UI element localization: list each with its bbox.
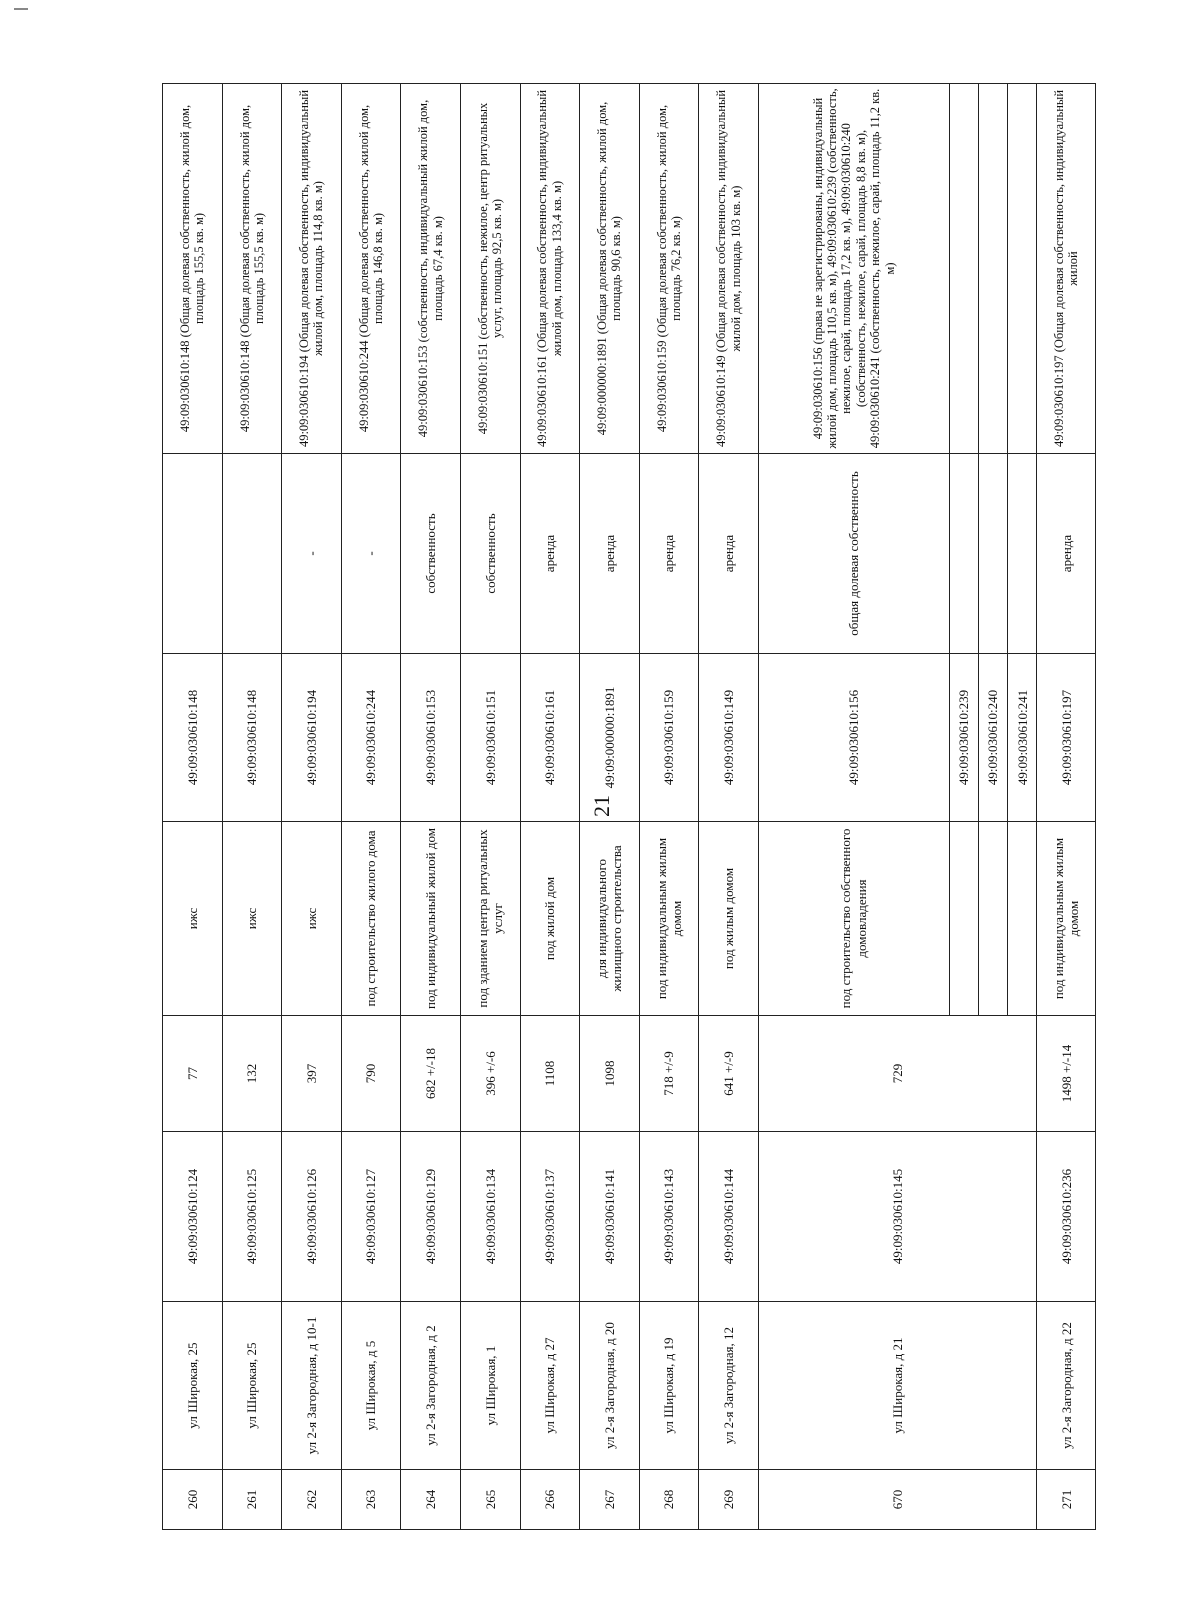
object-cadastral-cell: 49:09:030610:197 [1037,654,1096,822]
address-cell: ул Широкая, д 27 [520,1302,580,1470]
scan-mark [14,8,28,10]
sub-object-cadastral-cell: 49:09:030610:241 [1008,654,1037,822]
cadastral-number-cell: 49:09:030610:143 [639,1132,699,1302]
right-type-cell: аренда [639,454,699,654]
cadastral-number-cell: 49:09:030610:134 [460,1132,520,1302]
right-type-cell: аренда [699,454,759,654]
permitted-use-cell: под зданием центра ритуальных услуг [460,822,520,1016]
area-cell: 790 [341,1016,401,1132]
row-number: 266 [520,1470,580,1530]
address-cell: ул Широкая, 25 [163,1302,223,1470]
cadastral-number-cell: 49:09:030610:141 [580,1132,640,1302]
right-type-cell-empty [949,454,978,654]
row-number: 271 [1037,1470,1096,1530]
object-description-cell: 49:09:000000:1891 (Общая долевая собственность, жилой дом, площадь 90,6 кв. м) [580,84,640,454]
object-description-cell: 49:09:030610:194 (Общая долевая собственность, индивидуальный жилой дом, площадь 114,8 кв. м) [282,84,342,454]
address-cell: ул Широкая, д 19 [639,1302,699,1470]
object-description-cell: 49:09:030610:244 (Общая долевая собственность, жилой дом, площадь 146,8 кв. м) [341,84,401,454]
right-type-cell: собственность [460,454,520,654]
object-description-cell: 49:09:030610:197 (Общая долевая собственность, индивидуальный жилой [1037,84,1096,454]
table-row [639,84,699,1530]
table-row [699,84,759,1530]
table-row [222,84,282,1530]
rotated-table-wrapper [162,84,1096,1530]
table-row [341,84,401,1530]
address-cell: ул 2-я Загородная, 12 [699,1302,759,1470]
table-row [401,84,461,1530]
area-cell: 682 +/-18 [401,1016,461,1132]
row-number: 265 [460,1470,520,1530]
object-cadastral-cell: 49:09:030610:156 [758,654,949,822]
object-cadastral-cell: 49:09:030610:151 [460,654,520,822]
right-type-cell [222,454,282,654]
row-number: 269 [699,1470,759,1530]
area-cell: 729 [758,1016,1036,1132]
area-cell: 132 [222,1016,282,1132]
cadastral-number-cell: 49:09:030610:125 [222,1132,282,1302]
land-plots-table [162,83,1096,1530]
table-row [520,84,580,1530]
row-number: 261 [222,1470,282,1530]
right-type-cell: собственность [401,454,461,654]
object-description-cell: 49:09:030610:148 (Общая долевая собственность, жилой дом, площадь 155,5 кв. м) [163,84,223,454]
object-description-cell-empty [978,84,1007,454]
cadastral-number-cell: 49:09:030610:129 [401,1132,461,1302]
address-cell: ул Широкая, 1 [460,1302,520,1470]
object-description-cell-empty [1008,84,1037,454]
table-row [580,84,640,1530]
cadastral-number-cell: 49:09:030610:145 [758,1132,1036,1302]
object-description-cell: 49:09:030610:153 (собственность, индивидуальный жилой дом, площадь 67,4 кв. м) [401,84,461,454]
right-type-cell-empty [1008,454,1037,654]
document-sheet [162,84,1096,1530]
permitted-use-cell-empty [949,822,978,1016]
row-number: 267 [580,1470,640,1530]
row-number: 260 [163,1470,223,1530]
area-cell: 1108 [520,1016,580,1132]
object-cadastral-cell: 49:09:030610:244 [341,654,401,822]
object-cadastral-cell: 49:09:030610:148 [222,654,282,822]
area-cell: 718 +/-9 [639,1016,699,1132]
permitted-use-cell-empty [978,822,1007,1016]
area-cell: 1498 +/-14 [1037,1016,1096,1132]
address-cell: ул Широкая, д 21 [758,1302,1036,1470]
right-type-cell: аренда [1037,454,1096,654]
row-number: 268 [639,1470,699,1530]
table-row [1037,84,1096,1530]
area-cell: 641 +/-9 [699,1016,759,1132]
object-description-cell: 49:09:030610:151 (собственность, нежилое, центр ритуальных услуг, площадь 92,5 кв. м) [460,84,520,454]
row-number: 262 [282,1470,342,1530]
object-description-cell: 49:09:030610:159 (Общая долевая собственность, жилой дом, площадь 76,2 кв. м) [639,84,699,454]
right-type-cell: общая долевая собственность [758,454,949,654]
right-type-cell: - [341,454,401,654]
permitted-use-cell: под индивидуальным жилым домом [639,822,699,1016]
permitted-use-cell: под строительство собственного домовладения [758,822,949,1016]
cadastral-number-cell: 49:09:030610:124 [163,1132,223,1302]
cadastral-number-cell: 49:09:030610:236 [1037,1132,1096,1302]
object-cadastral-cell: 49:09:030610:159 [639,654,699,822]
object-description-cell: 49:09:030610:149 (Общая долевая собственность, индивидуальный жилой дом, площадь 103 кв. м) [699,84,759,454]
permitted-use-cell: ижс [163,822,223,1016]
permitted-use-cell: под индивидуальным жилым домом [1037,822,1096,1016]
cadastral-number-cell: 49:09:030610:127 [341,1132,401,1302]
permitted-use-cell: для индивидуального жилищного строительства [580,822,640,1016]
cadastral-number-cell: 49:09:030610:137 [520,1132,580,1302]
address-cell: ул 2-я Загородная, д 10-1 [282,1302,342,1470]
permitted-use-cell: под строительство жилого дома [341,822,401,1016]
address-cell: ул Широкая, 25 [222,1302,282,1470]
area-cell: 396 +/-6 [460,1016,520,1132]
object-description-cell-empty [949,84,978,454]
cadastral-number-cell: 49:09:030610:126 [282,1132,342,1302]
object-description-cell: 49:09:030610:148 (Общая долевая собственность, жилой дом, площадь 155,5 кв. м) [222,84,282,454]
row-number: 264 [401,1470,461,1530]
permitted-use-cell: под индивидуальный жилой дом [401,822,461,1016]
object-cadastral-cell: 49:09:030610:149 [699,654,759,822]
area-cell: 397 [282,1016,342,1132]
permitted-use-cell: под жилой дом [520,822,580,1016]
table-row [460,84,520,1530]
address-cell: ул 2-я Загородная, д 2 [401,1302,461,1470]
row-number: 263 [341,1470,401,1530]
table-row [282,84,342,1530]
object-description-cell: 49:09:030610:156 (права не зарегистрированы, индивидуальный жилой дом, площадь 110,5 кв. м), 49:09:030610:239 (собственность, нежилое, сарай, площадь 17,2 кв. м), 49:09:030610:240 (собственность, нежилое, сарай, площадь 8,8 кв. м), 49:09:030610:241 (собственность, нежилое, сарай, площадь 11,2 кв. м) [758,84,949,454]
right-type-cell: аренда [580,454,640,654]
right-type-cell: - [282,454,342,654]
row-number: 670 [758,1470,1036,1530]
object-cadastral-cell: 49:09:030610:153 [401,654,461,822]
area-cell: 1098 [580,1016,640,1132]
right-type-cell [163,454,223,654]
address-cell: ул Широкая, д 5 [341,1302,401,1470]
permitted-use-cell-empty [1008,822,1037,1016]
address-cell: ул 2-я Загородная, д 22 [1037,1302,1096,1470]
cadastral-number-cell: 49:09:030610:144 [699,1132,759,1302]
right-type-cell: аренда [520,454,580,654]
right-type-cell-empty [978,454,1007,654]
permitted-use-cell: под жилым домом [699,822,759,1016]
table-row [163,84,223,1530]
permitted-use-cell: ижс [222,822,282,1016]
object-cadastral-cell: 49:09:030610:148 [163,654,223,822]
page-number: 21 [589,795,614,817]
area-cell: 77 [163,1016,223,1132]
table-row [758,84,949,1530]
sub-object-cadastral-cell: 49:09:030610:240 [978,654,1007,822]
object-cadastral-cell: 49:09:000000:1891 [580,654,640,822]
sub-object-cadastral-cell: 49:09:030610:239 [949,654,978,822]
object-cadastral-cell: 49:09:030610:161 [520,654,580,822]
object-description-cell: 49:09:030610:161 (Общая долевая собственность, индивидуальный жилой дом, площадь 133,4 кв. м) [520,84,580,454]
permitted-use-cell: ижс [282,822,342,1016]
object-cadastral-cell: 49:09:030610:194 [282,654,342,822]
address-cell: ул 2-я Загородная, д 20 [580,1302,640,1470]
